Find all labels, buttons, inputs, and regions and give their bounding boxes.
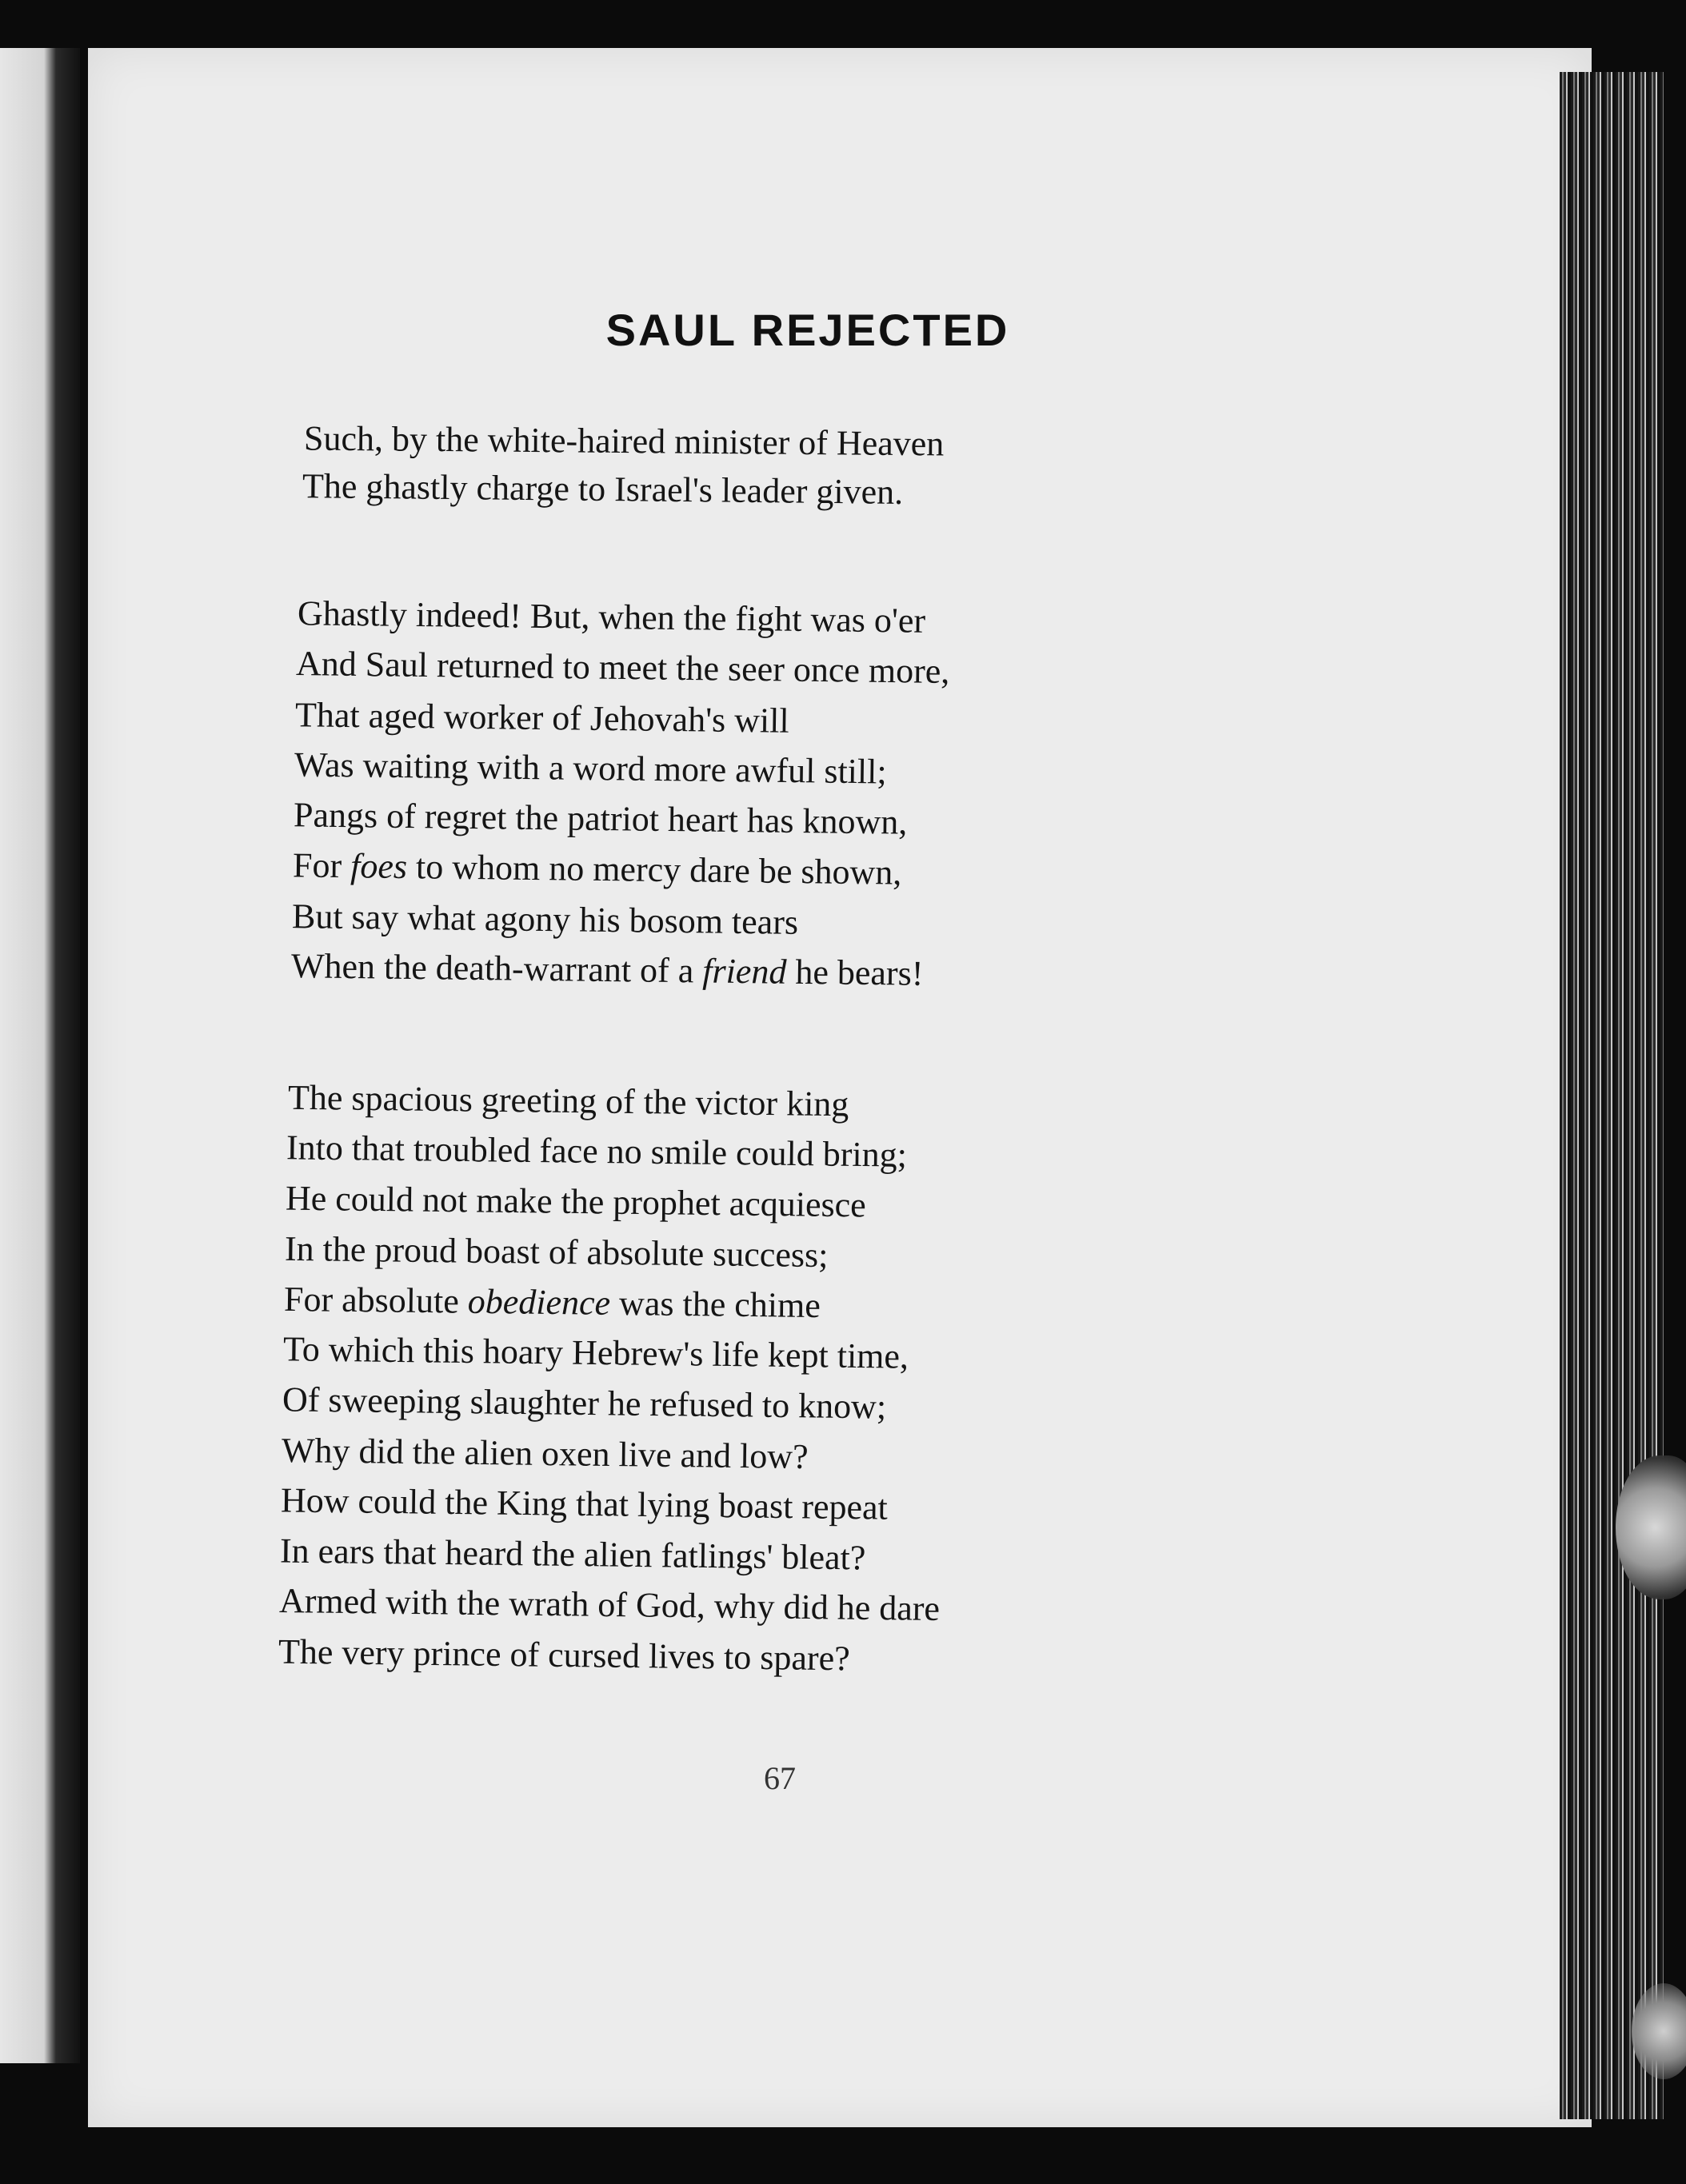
poem-line: Such, by the white-haired minister of Heaven (303, 418, 945, 464)
poem-line-italic: For foes to whom no mercy dare be shown, (292, 845, 902, 892)
poem-line: Why did the alien oxen live and low? (281, 1430, 809, 1477)
poem-line: Into that troubled face no smile could bring; (286, 1128, 908, 1175)
poem-line: How could the King that lying boast repeat (280, 1480, 889, 1527)
poem-line: But say what agony his bosom tears (291, 896, 799, 942)
poem-line: And Saul returned to meet the seer once more, (295, 644, 950, 691)
poem-line: Armed with the wrath of God, why did he dare (278, 1580, 941, 1629)
poem-line: That aged worker of Jehovah's will (294, 695, 789, 741)
page-stack-edges (1560, 72, 1664, 2119)
italic-emphasis: foes (350, 846, 408, 887)
poem-line: The spacious greeting of the victor king (287, 1077, 849, 1124)
poem-line: To which this hoary Hebrew's life kept time, (282, 1329, 909, 1376)
italic-emphasis: obedience (467, 1281, 611, 1323)
poem-line: He could not make the prophet acquiesce (285, 1178, 867, 1225)
poem-line-italic: For absolute obedience was the chime (283, 1279, 821, 1326)
poem-line: Was waiting with a word more awful still; (294, 745, 887, 792)
poem-line-italic: When the death-warrant of a friend he bears! (290, 946, 924, 993)
poem-line: Pangs of regret the patriot heart has known, (293, 795, 908, 842)
poem-title: SAUL REJECTED (605, 305, 1010, 355)
poem-line: In ears that heard the alien fatlings' bleat? (279, 1531, 866, 1578)
poem-line: Ghastly indeed! But, when the fight was o'er (297, 593, 926, 641)
poem-line: The ghastly charge to Israel's leader given. (302, 466, 904, 512)
poem-line: In the proud boast of absolute success; (284, 1228, 829, 1276)
poem-line: The very prince of cursed lives to spare? (278, 1631, 850, 1679)
italic-emphasis: friend (701, 951, 787, 992)
page-number: 67 (764, 1760, 796, 1796)
poem-line: Of sweeping slaughter he refused to know; (282, 1379, 887, 1427)
